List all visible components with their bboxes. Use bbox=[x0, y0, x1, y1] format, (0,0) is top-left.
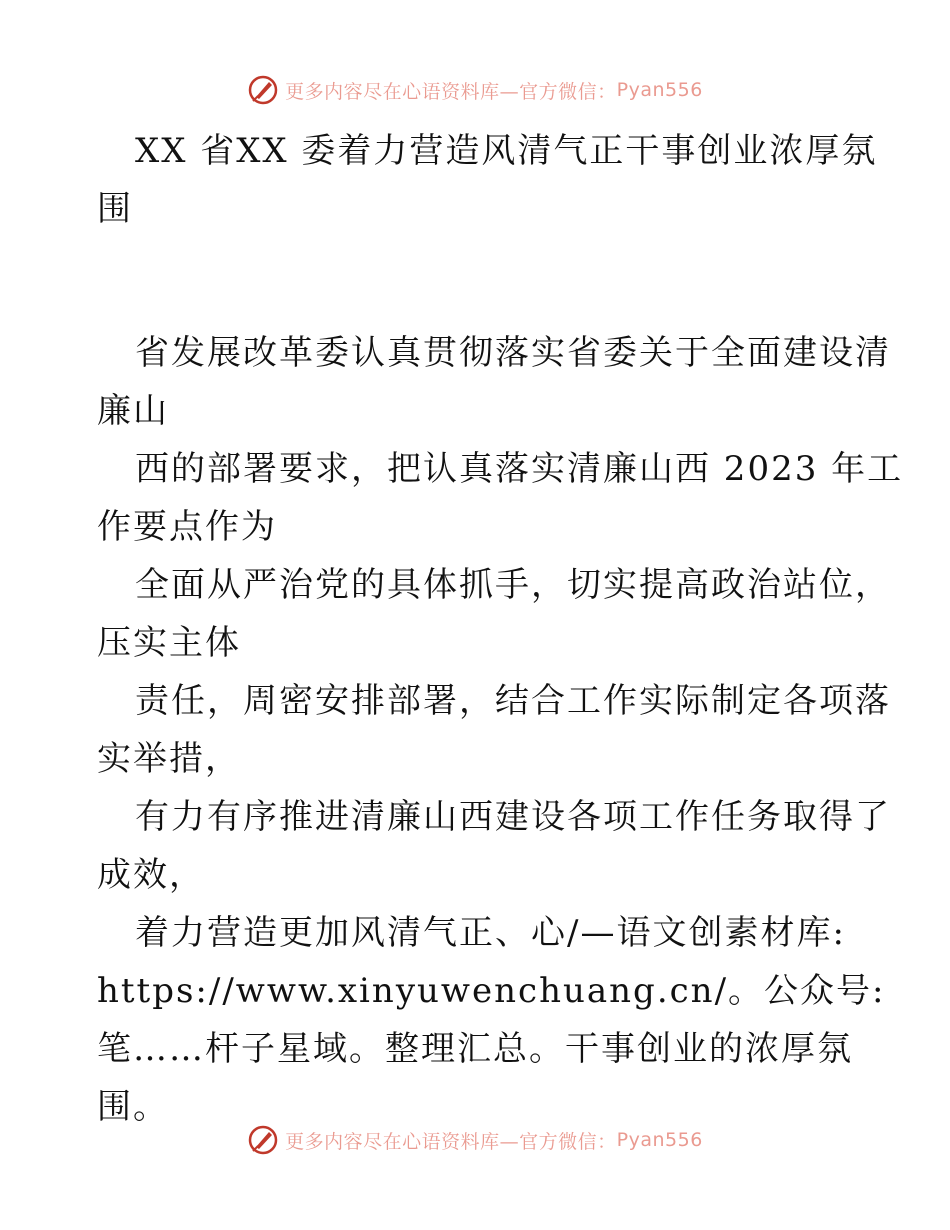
title-line-2: 围 bbox=[97, 189, 133, 229]
body-line: 全面从严治党的具体抓手，切实提高政治站位， bbox=[135, 565, 891, 605]
body-line: 廉山 bbox=[97, 391, 169, 431]
body-line: 责任，周密安排部署，结合工作实际制定各项落 bbox=[135, 681, 891, 721]
body-line: 笔……杆子星域。整理汇总。干事创业的浓厚氛 bbox=[97, 1029, 853, 1069]
body-line: 压实主体 bbox=[97, 623, 241, 663]
title-line-1: XX 省XX 委着力营造风清气正干事创业浓厚氛 bbox=[135, 131, 878, 171]
body-line: 省发展改革委认真贯彻落实省委关于全面建设清 bbox=[135, 333, 891, 373]
body-line: 作要点作为 bbox=[97, 507, 277, 547]
watermark-text: 更多内容尽在心语资料库—官方微信： bbox=[285, 80, 617, 103]
watermark-text: 更多内容尽在心语资料库—官方微信： bbox=[285, 1130, 617, 1153]
body-line: 着力营造更加风清气正、心/—语文创素材库: bbox=[135, 913, 846, 953]
body-line: 西的部署要求，把认真落实清廉山西 2023 年工 bbox=[135, 449, 904, 489]
quill-logo-icon bbox=[247, 1124, 279, 1156]
footer-watermark bbox=[0, 1120, 950, 1160]
body-line: 有力有序推进清廉山西建设各项工作任务取得了 bbox=[135, 797, 891, 837]
document-body bbox=[97, 122, 904, 1136]
body-line-url: https://www.xinyuwenchuang.cn/。公众号: bbox=[97, 971, 886, 1011]
body-line: 成效， bbox=[97, 855, 205, 895]
watermark-wechat-id: Pyan556 bbox=[616, 79, 703, 101]
paragraph-gap bbox=[97, 238, 857, 324]
body-line: 围。 bbox=[97, 1087, 169, 1127]
quill-logo-icon bbox=[247, 74, 279, 106]
watermark-wechat-id: Pyan556 bbox=[616, 1129, 703, 1151]
header-watermark bbox=[0, 70, 950, 110]
body-line: 实举措， bbox=[97, 739, 241, 779]
